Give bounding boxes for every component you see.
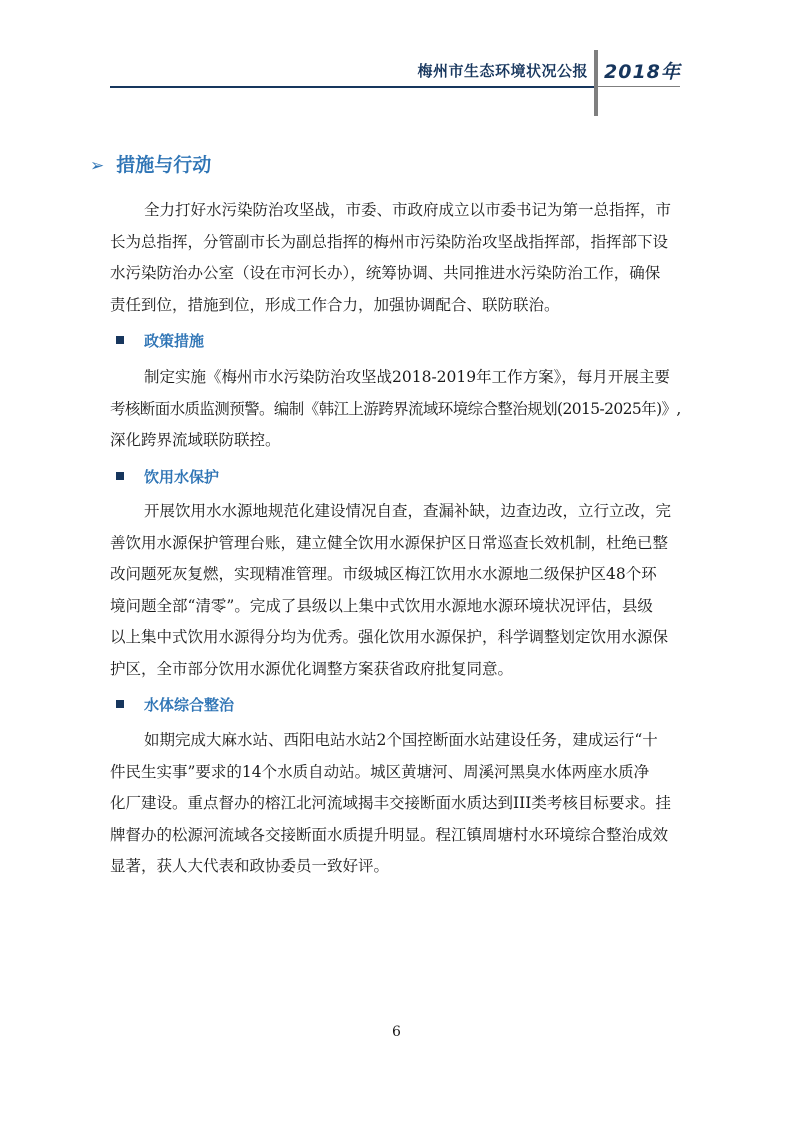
subsection-heading-drinking-water xyxy=(116,466,219,487)
square-bullet-icon xyxy=(116,472,124,480)
paragraph-line: 水污染防治办公室（设在市河长办），统筹协调、共同推进水污染防治工作，确保 xyxy=(110,264,661,282)
paragraph-line: 制定实施《梅州市水污染防治攻坚战2018-2019年工作方案》，每月开展主要 xyxy=(144,368,670,386)
subsection-heading-water-remediation xyxy=(116,694,234,715)
subsection-heading-policy xyxy=(116,330,204,351)
subsection-title: 政策措施 xyxy=(144,332,205,350)
page-number: 6 xyxy=(392,1024,401,1040)
paragraph-line: 牌督办的松源河流域各交接断面水质提升明显。程江镇周塘村水环境综合整治成效 xyxy=(110,825,669,844)
paragraph-line: 责任到位，措施到位，形成工作合力，加强协调配合、联防联治。 xyxy=(110,295,560,314)
paragraph-line: 改问题死灰复燃，实现精准管理。市级城区梅江饮用水水源地二级保护区48个环 xyxy=(110,565,657,583)
square-bullet-icon xyxy=(116,336,124,344)
section-title: 措施与行动 xyxy=(116,154,212,176)
square-bullet-icon xyxy=(116,700,124,708)
paragraph-line: 长为总指挥，分管副市长为副总指挥的梅州市污染防治攻坚战指挥部，指挥部下设 xyxy=(110,232,669,251)
arrow-bullet-icon: ➢ xyxy=(90,156,105,176)
header-rule-right xyxy=(598,86,680,87)
paragraph-line: 护区，全市部分饮用水源优化调整方案获省政府批复同意。 xyxy=(110,659,514,678)
intro-paragraph xyxy=(110,195,700,321)
paragraph-line: 境问题全部“清零”。完成了县级以上集中式饮用水源地水源环境状况评估，县级 xyxy=(110,596,653,615)
section-heading xyxy=(90,150,211,177)
paragraph-line: 以上集中式饮用水源得分均为优秀。强化饮用水源保护，科学调整划定饮用水源保 xyxy=(110,628,669,646)
subsection-title: 饮用水保护 xyxy=(144,468,220,486)
report-title: 梅州市生态环境状况公报 xyxy=(417,62,588,80)
header-rule xyxy=(110,86,596,88)
policy-paragraph xyxy=(110,362,700,457)
paragraph-line: 考核断面水质监测预警。编制《韩江上游跨界流域环境综合整治规划(2015-2025年)》, xyxy=(110,399,681,418)
paragraph-line: 化厂建设。重点督办的榕江北河流域揭丰交接断面水质达到III类考核目标要求。挂 xyxy=(110,794,671,812)
paragraph-line: 如期完成大麻水站、西阳电站水站2个国控断面水站建设任务，建成运行“十 xyxy=(144,731,658,749)
paragraph-line: 显著，获人大代表和政协委员一致好评。 xyxy=(110,857,390,875)
drinking-water-paragraph xyxy=(110,496,700,685)
paragraph-line: 全力打好水污染防治攻坚战，市委、市政府成立以市委书记为第一总指挥，市 xyxy=(144,201,672,219)
paragraph-line: 善饮用水源保护管理台账，建立健全饮用水源保护区日常巡查长效机制，杜绝已整 xyxy=(110,533,669,552)
subsection-title: 水体综合整治 xyxy=(144,696,235,714)
water-remediation-paragraph xyxy=(110,725,700,883)
report-year: 2018年 xyxy=(604,61,681,83)
paragraph-line: 件民生实事”要求的14个水质自动站。城区黄塘河、周溪河黑臭水体两座水质净 xyxy=(110,762,650,781)
header-divider xyxy=(594,50,598,116)
paragraph-line: 开展饮用水水源地规范化建设情况自查，查漏补缺，边查边改，立行立改，完 xyxy=(144,502,672,520)
paragraph-line: 深化跨界流域联防联控。 xyxy=(110,431,281,449)
